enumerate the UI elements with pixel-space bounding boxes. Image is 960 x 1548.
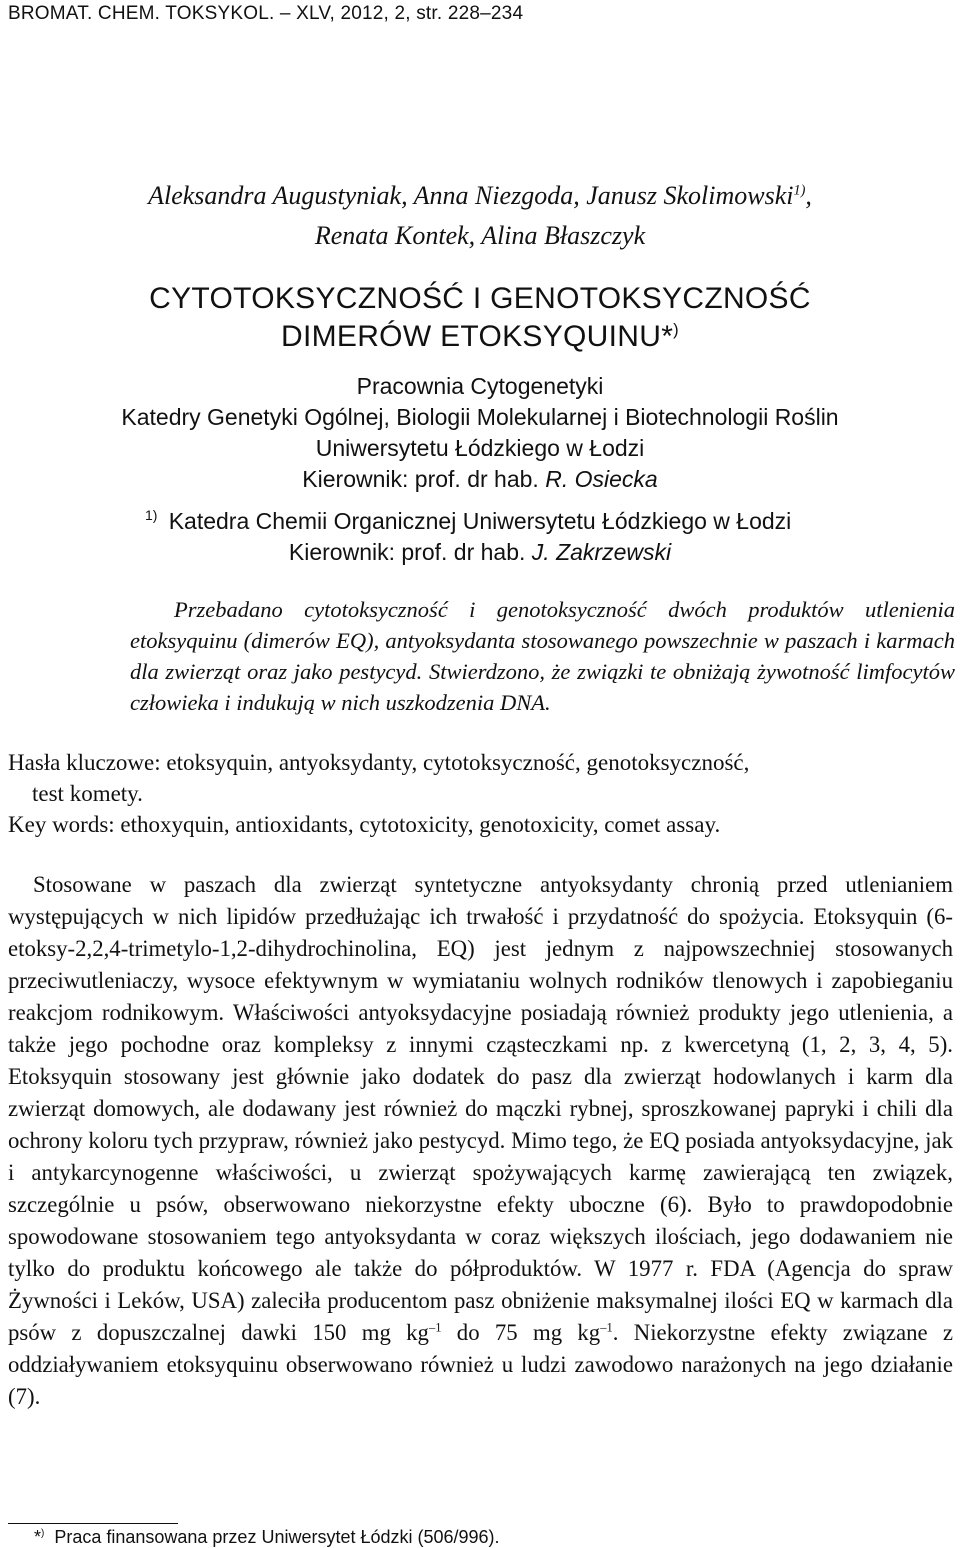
affiliation-head-name: R. Osiecka bbox=[545, 466, 658, 492]
keywords-block bbox=[8, 747, 953, 840]
abstract: Przebadano cytotoksyczność i genotoksyczność dwóch produktów utlenienia etoksyquinu (dimerów EQ), antyoksydanta stosowanego powszechnie w paszach i karmach dla zwierząt oraz jako pestycyd. Stwierdzono, że związki te obniżają żywotność limfocytów człowieka i indukują w nich uszkodzenia DNA. bbox=[130, 597, 955, 715]
footnote bbox=[34, 1527, 500, 1548]
footnote-marker: * bbox=[34, 1527, 42, 1547]
author-line-2: Renata Kontek, Alina Błaszczyk bbox=[314, 221, 646, 250]
title-footnote-mark: ) bbox=[673, 321, 679, 339]
author-affiliation-mark: 1) bbox=[793, 182, 806, 199]
unit-exponent-1: –1 bbox=[428, 1320, 442, 1335]
affiliation-unit: Pracownia Cytogenetyki bbox=[356, 373, 604, 399]
article-title bbox=[0, 280, 960, 356]
body-text-part-2: do 75 mg kg bbox=[441, 1320, 601, 1345]
keywords-polish-continued: test komety. bbox=[32, 781, 143, 806]
affiliation-2-head-name: J. Zakrzewski bbox=[531, 539, 672, 565]
author-list bbox=[0, 176, 960, 256]
footnote-separator bbox=[8, 1523, 178, 1524]
affiliation-2-head-label: Kierownik: prof. dr hab. bbox=[288, 539, 526, 565]
unit-exponent-2: –1 bbox=[600, 1320, 613, 1335]
body-text-part-3: . Niekorzystne efekty związane z oddziaływaniem etoksyquinu obserwowano również u ludzi zawodowo narażonych na jego działanie (7). bbox=[8, 1320, 954, 1409]
authors-line-1-text: Aleksandra Augustyniak, Anna Niezgoda, Janusz Skolimowski bbox=[148, 181, 794, 210]
affiliation-university: Uniwersytetu Łódzkiego w Łodzi bbox=[315, 435, 645, 461]
keywords-english: Key words: ethoxyquin, antioxidants, cytotoxicity, genotoxicity, comet assay. bbox=[8, 812, 721, 837]
affiliation-2-head bbox=[0, 537, 960, 568]
journal-citation: BROMAT. CHEM. TOKSYKOL. – XLV, 2012, 2, str. 228–234 bbox=[8, 3, 524, 24]
footnote-text: Praca finansowana przez Uniwersytet Łódzki (506/996). bbox=[54, 1527, 500, 1547]
body-paragraph bbox=[8, 869, 953, 1413]
affiliation-block-2 bbox=[0, 506, 960, 568]
affiliation-department: Katedry Genetyki Ogólnej, Biologii Molekularnej i Biotechnologii Roślin bbox=[121, 404, 839, 430]
affiliation-head bbox=[0, 464, 960, 495]
affiliation-2-marker: 1) bbox=[145, 507, 158, 523]
author-line-1 bbox=[0, 176, 960, 216]
title-line-1: CYTOTOKSYCZNOŚĆ I GENOTOKSYCZNOŚĆ bbox=[149, 282, 811, 315]
keywords-polish: Hasła kluczowe: etoksyquin, antyoksydanty, cytotoksyczność, genotoksyczność, bbox=[8, 750, 750, 775]
affiliation-head-label: Kierownik: prof. dr hab. bbox=[302, 466, 539, 492]
footnote-marker-sup: ) bbox=[41, 1528, 45, 1539]
body-text-part-1: Stosowane w paszach dla zwierząt syntetyczne antyoksydanty chronią przed utlenianiem występujących w nich lipidów przedłużając ich trwałość i przydatność do spożycia. Etoksyquin (6-etoksy-2,2,4-trimetylo-1,2-dihydrochinolina, EQ) jest jednym z najpowszechniej stosowanych przeciwutleniaczy, wysoce efektywnym w wymiataniu wolnych rodników tlenowych i zapobieganiu reakcjom rodnikowym. Właściwości antyoksydacyjne posiadają również produkty jego utlenienia, a także jego pochodne oraz kompleksy z innymi cząsteczkami np. z kwercetyną (1, 2, 3, 4, 5). Etoksyquin stosowany jest głównie jako dodatek do pasz dla zwierząt hodowlanych i karm dla zwierząt domowych, ale dodawany jest również do mączki rybnej, sproszkowanej papryki i chili dla ochrony koloru tych przypraw, również jako pestycyd. Mimo tego, że EQ posiada antyoksydacyjne, jak i antykarcynogenne właściwości, u zwierząt spożywających karmę zawierającą ten związek, szczególnie u psów, obserwowano niekorzystne efekty uboczne (6). Było to prawdopodobnie spowodowane stosowaniem tego antyoksydanta w coraz większych ilościach, jego dodawaniem nie tylko do produktu końcowego ale także do półproduktów. W 1977 r. FDA (Agencja do spraw Żywności i Leków, USA) zaleciła producentom pasz obniżenie maksymalnej ilości EQ w karmach dla psów z dopuszczalnej dawki 150 mg kg bbox=[8, 872, 953, 1345]
title-line-2 bbox=[0, 318, 960, 356]
title-line-2-text: DIMERÓW ETOKSYQUINU* bbox=[281, 320, 674, 353]
affiliation-2-department: Katedra Chemii Organicznej Uniwersytetu Łódzkiego w Łodzi bbox=[168, 508, 792, 534]
affiliation-block bbox=[0, 371, 960, 495]
authors-line-1-tail: , bbox=[805, 181, 812, 210]
